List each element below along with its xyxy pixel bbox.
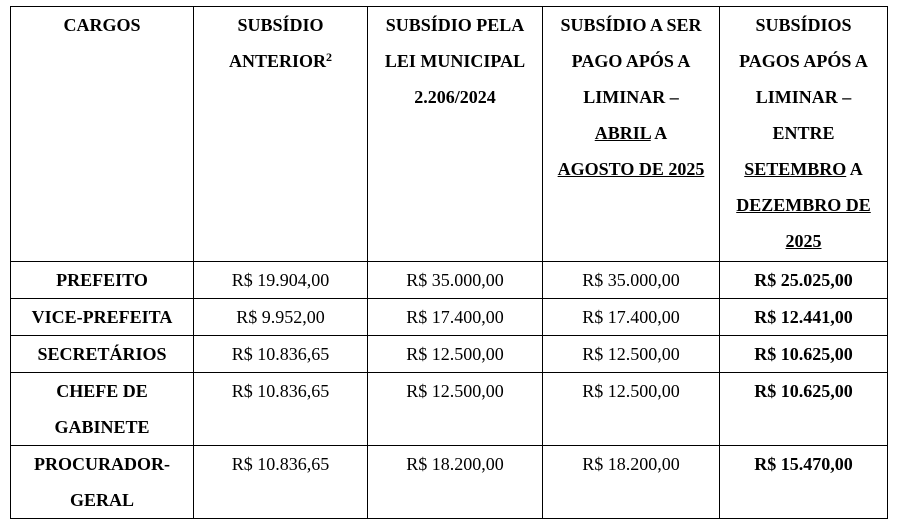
header-subsidio-anterior xyxy=(194,7,368,262)
header-lei-line1: SUBSÍDIO PELA xyxy=(385,15,525,35)
table-row xyxy=(11,299,888,336)
pagos-cell: R$ 10.625,00 xyxy=(720,373,888,446)
header-row xyxy=(11,7,888,262)
header-lei-line3: 2.206/2024 xyxy=(414,87,496,107)
header-cargos-text: CARGOS xyxy=(63,15,141,35)
header-pagos-setembro: SETEMBRO xyxy=(744,159,847,179)
apos-cell: R$ 35.000,00 xyxy=(543,262,720,299)
header-pagos-line1: SUBSÍDIOS xyxy=(755,15,852,35)
cargo-cell xyxy=(11,336,194,373)
cargo-line1: CHEFE DE xyxy=(56,381,148,401)
lei-cell: R$ 17.400,00 xyxy=(368,299,543,336)
lei-cell: R$ 35.000,00 xyxy=(368,262,543,299)
header-apos-abril: ABRIL xyxy=(594,123,651,143)
header-pagos-line6: DEZEMBRO DE xyxy=(736,195,871,215)
pagos-cell: R$ 12.441,00 xyxy=(720,299,888,336)
header-pagos-line2: PAGOS APÓS A xyxy=(739,51,868,71)
table-row xyxy=(11,373,888,446)
apos-cell: R$ 12.500,00 xyxy=(543,373,720,446)
lei-cell: R$ 12.500,00 xyxy=(368,336,543,373)
apos-cell: R$ 17.400,00 xyxy=(543,299,720,336)
header-apos-line3: LIMINAR – xyxy=(583,87,679,107)
cargo-cell xyxy=(11,373,194,446)
cargo-line2: GABINETE xyxy=(54,417,150,437)
header-pagos-line4: ENTRE xyxy=(772,123,835,143)
header-anterior-line1: SUBSÍDIO xyxy=(237,15,324,35)
header-subsidios-pagos xyxy=(720,7,888,262)
header-apos-line2: PAGO APÓS A xyxy=(571,51,691,71)
header-apos-line4 xyxy=(547,115,715,151)
header-pagos-line5-rest: A xyxy=(846,159,863,179)
anterior-cell: R$ 9.952,00 xyxy=(194,299,368,336)
lei-cell: R$ 18.200,00 xyxy=(368,446,543,519)
cargo-cell xyxy=(11,446,194,519)
pagos-cell: R$ 10.625,00 xyxy=(720,336,888,373)
anterior-cell: R$ 19.904,00 xyxy=(194,262,368,299)
cargo-line1: PROCURADOR- xyxy=(34,454,170,474)
header-anterior-line2-text: ANTERIOR xyxy=(228,51,326,71)
header-subsidio-lei xyxy=(368,7,543,262)
header-pagos-line7: 2025 xyxy=(785,231,822,251)
header-pagos-line3: LIMINAR – xyxy=(755,87,852,107)
subsidios-table xyxy=(10,6,888,519)
pagos-cell: R$ 15.470,00 xyxy=(720,446,888,519)
cargo-cell xyxy=(11,262,194,299)
cargo-cell xyxy=(11,299,194,336)
anterior-cell: R$ 10.836,65 xyxy=(194,373,368,446)
table-row xyxy=(11,336,888,373)
header-apos-line5: AGOSTO DE 2025 xyxy=(557,159,705,179)
pagos-cell: R$ 25.025,00 xyxy=(720,262,888,299)
table-row xyxy=(11,446,888,519)
table-row xyxy=(11,262,888,299)
cargo-line1: SECRETÁRIOS xyxy=(37,344,167,364)
apos-cell: R$ 12.500,00 xyxy=(543,336,720,373)
footnote-marker: 2 xyxy=(326,50,332,64)
lei-cell: R$ 12.500,00 xyxy=(368,373,543,446)
anterior-cell: R$ 10.836,65 xyxy=(194,336,368,373)
header-subsidio-apos-liminar xyxy=(543,7,720,262)
cargo-line1: PREFEITO xyxy=(56,270,148,290)
header-lei-line2: LEI MUNICIPAL xyxy=(384,51,526,71)
apos-cell: R$ 18.200,00 xyxy=(543,446,720,519)
cargo-line1: VICE-PREFEITA xyxy=(31,307,173,327)
header-apos-line1: SUBSÍDIO A SER xyxy=(560,15,702,35)
header-pagos-line5 xyxy=(724,151,883,187)
header-cargos xyxy=(11,7,194,262)
anterior-cell: R$ 10.836,65 xyxy=(194,446,368,519)
cargo-line2: GERAL xyxy=(69,490,134,510)
header-apos-line4-rest: A xyxy=(650,123,668,143)
header-anterior-line2 xyxy=(198,43,363,79)
